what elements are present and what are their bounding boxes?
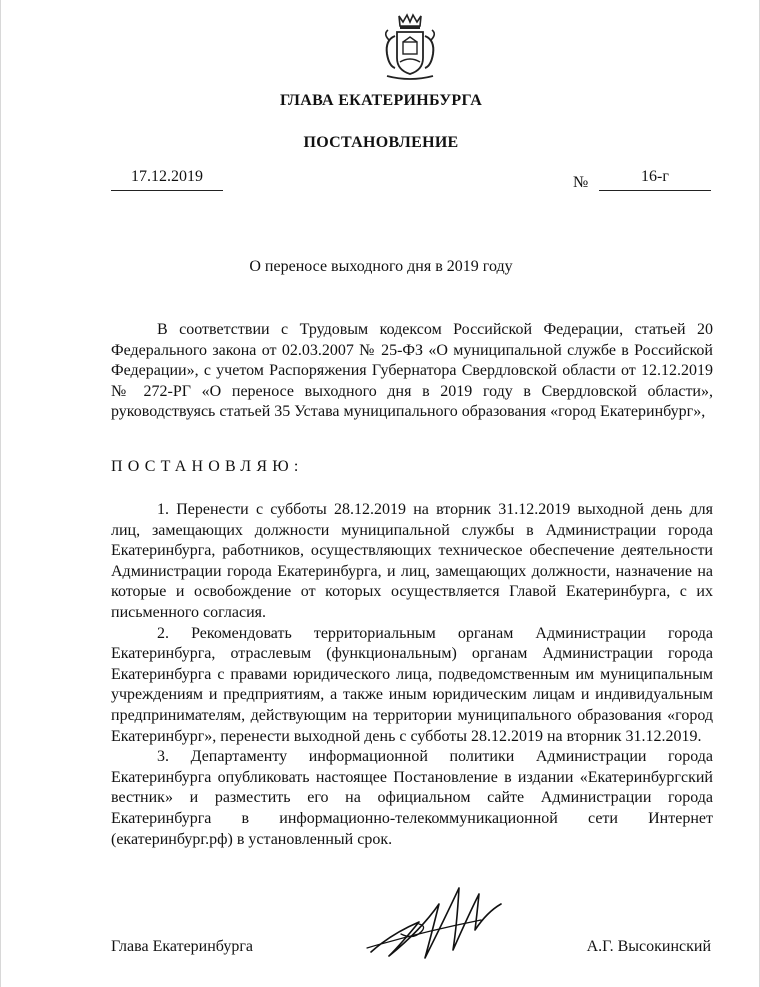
- document-type-title: ПОСТАНОВЛЕНИЕ: [303, 134, 459, 151]
- document-number: 16-г: [599, 168, 711, 191]
- decree-items: [111, 500, 713, 850]
- decree-item-1: 1. Перенести с субботы 28.12.2019 на вторник 31.12.2019 выходной день для лиц, замещающих должности муниципальной службы в Администрации города Екатеринбурга, работников, осуществляющих техническое обеспечение деятельности Администрации города Екатеринбурга, и лиц, замещающих должности, назначение на которые и освобождение от которых осуществляется Главой Екатеринбурга, с их письменного согласия.: [111, 501, 713, 621]
- organization-title: ГЛАВА ЕКАТЕРИНБУРГА: [279, 92, 483, 109]
- decree-heading: ПОСТАНОВЛЯЮ:: [111, 458, 304, 475]
- number-sign: №: [573, 174, 589, 191]
- signatory-name: А.Г. Высокинский: [586, 938, 711, 955]
- document-date: 17.12.2019: [111, 168, 223, 191]
- handwritten-signature-icon: [361, 874, 521, 966]
- coat-of-arms-icon: [379, 12, 441, 82]
- document-subject: О переносе выходного дня в 2019 году: [249, 258, 513, 275]
- decree-item-3: 3. Департаменту информационной политики Администрации города Екатеринбурга опубликовать настоящее Постановление в издании «Екатеринбургский вестник» и разместить его на официальном сайте Администрации города Екатеринбурга в информационно-телекоммуникационной сети Интернет (екатеринбург.рф) в установленный срок.: [111, 748, 713, 848]
- preamble-paragraph: В соответствии с Трудовым кодексом Российской Федерации, статьей 20 Федерального закона от 02.03.2007 № 25-ФЗ «О муниципальной службе в Российской Федерации», с учетом Распоряжения Губернатора Свердловской области от 12.12.2019 № 272-РГ «О переносе выходного дня в 2019 году в Свердловской области», руководствуясь статьей 35 Устава муниципального образования «город Екатеринбург»,: [111, 321, 713, 421]
- decree-item-2: 2. Рекомендовать территориальным органам Администрации города Екатеринбурга, отраслевым (функциональным) органам Администрации города Екатеринбурга с правами юридического лица, подведомственным им муниципальным учреждениям и предприятиям, а также иным юридическим лицам и индивидуальным предпринимателям, действующим на территории муниципального образования «город Екатеринбург», перенести выходной день с субботы 28.12.2019 на вторник 31.12.2019.: [111, 624, 713, 745]
- signatory-position: Глава Екатеринбурга: [111, 938, 253, 955]
